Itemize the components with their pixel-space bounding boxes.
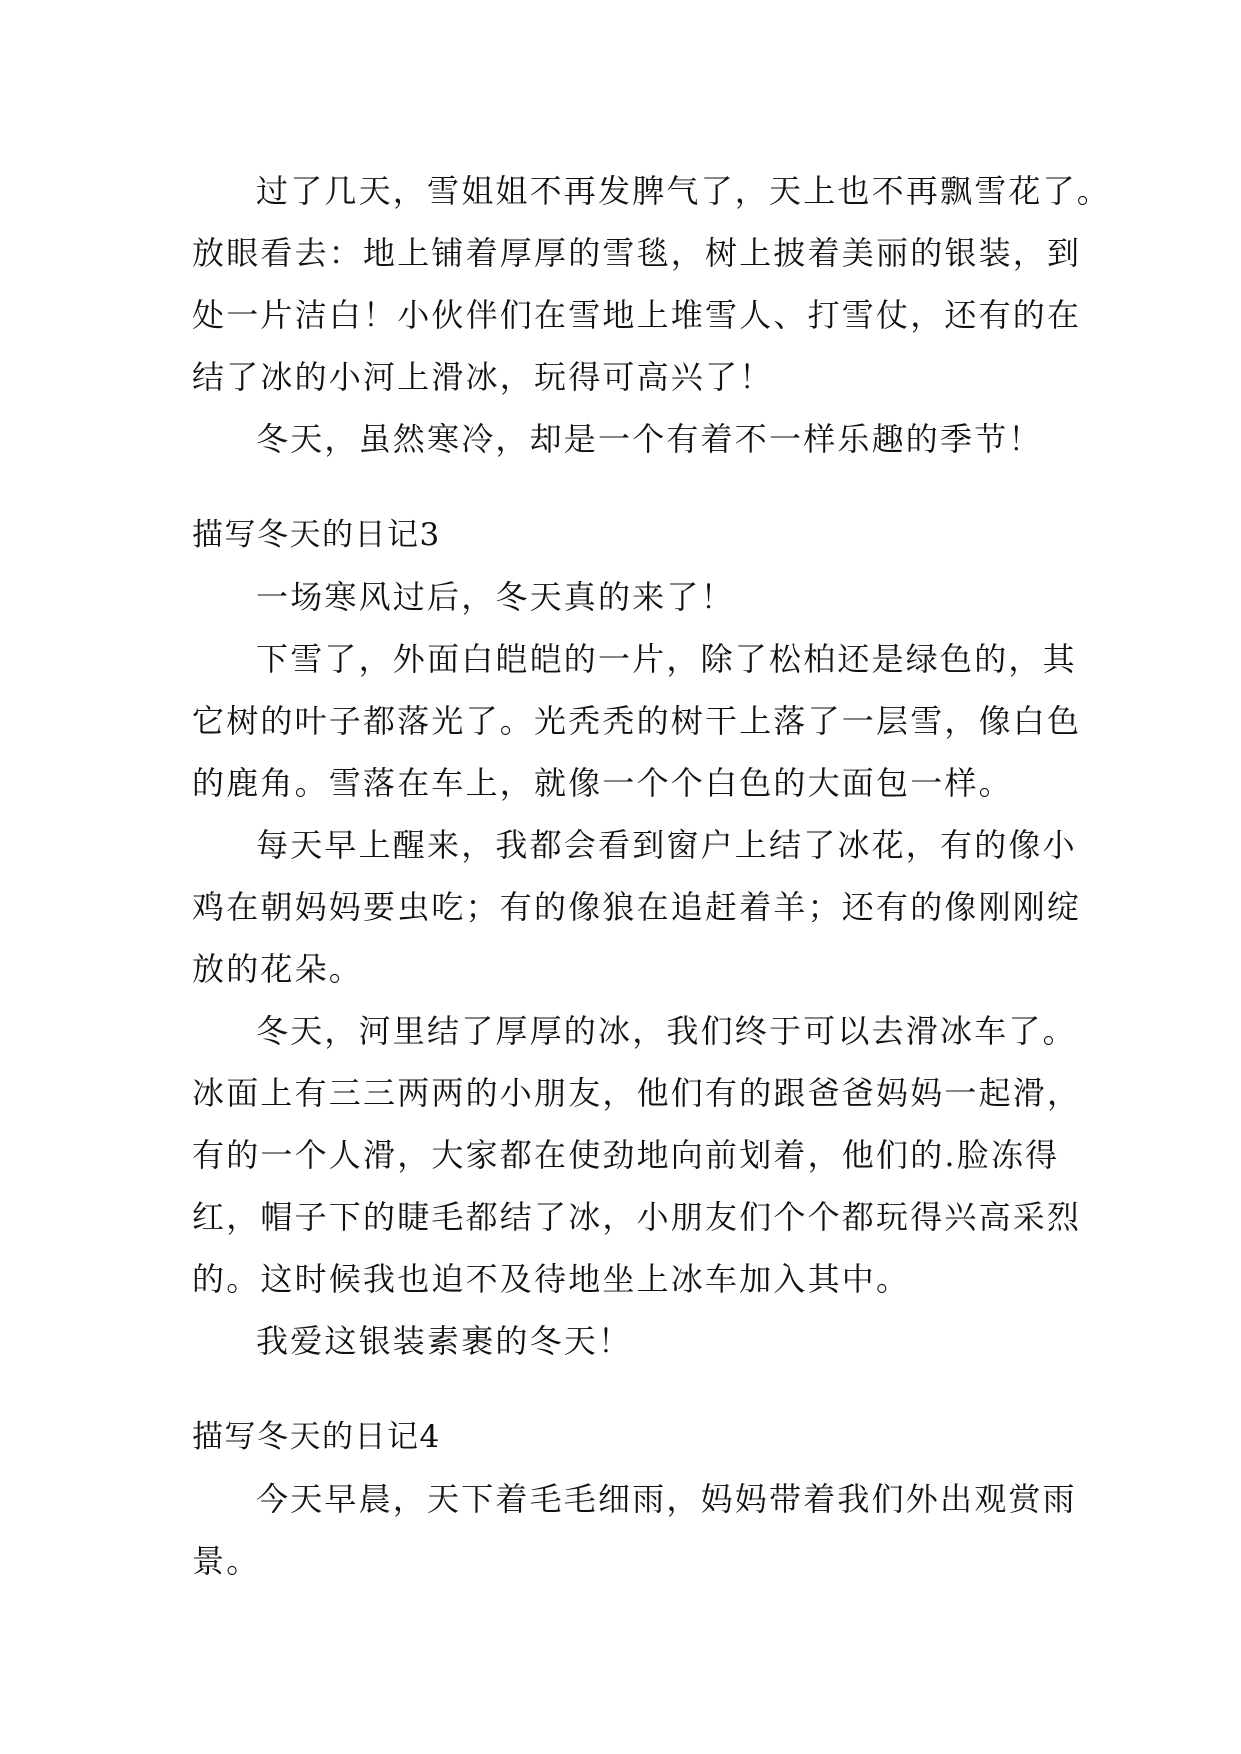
text-line: 冬天，虽然寒冷，却是一个有着不一样乐趣的季节！: [256, 420, 1043, 458]
text-line: 放眼看去：地上铺着厚厚的雪毯，树上披着美丽的银装，到: [192, 234, 1082, 272]
paragraph: [192, 1310, 1052, 1372]
paragraph: [192, 814, 1082, 1000]
spacer: [192, 470, 1052, 504]
paragraph: [192, 566, 1052, 628]
text-line: 下雪了，外面白皑皑的一片，除了松柏还是绿色的，其: [256, 640, 1077, 678]
text-line: 鸡在朝妈妈要虫吃；有的像狼在追赶着羊；还有的像刚刚绽: [192, 888, 1082, 926]
text-line: 的鹿角。雪落在车上，就像一个个白色的大面包一样。: [192, 764, 1013, 802]
text-line: 它树的叶子都落光了。光秃秃的树干上落了一层雪，像白色: [192, 702, 1082, 740]
text-line: 放的花朵。: [192, 950, 364, 988]
text-line: 景。: [192, 1542, 261, 1580]
text-line: 的。这时候我也迫不及待地坐上冰车加入其中。: [192, 1260, 911, 1298]
paragraph: [192, 160, 1112, 408]
text-line: 冬天，河里结了厚厚的冰，我们终于可以去滑冰车了。: [256, 1012, 1077, 1050]
section-heading: 描写冬天的日记3: [192, 517, 441, 553]
text-line: 红，帽子下的睫毛都结了冰，小朋友们个个都玩得兴高采烈: [192, 1198, 1082, 1236]
paragraph: [192, 628, 1082, 814]
text-line: 有的一个人滑，大家都在使劲地向前划着，他们的.脸冻得: [192, 1136, 1060, 1174]
text-line: 我爱这银装素裹的冬天！: [256, 1322, 633, 1360]
paragraph: [192, 1000, 1082, 1310]
text-line: 今天早晨，天下着毛毛细雨，妈妈带着我们外出观赏雨: [256, 1480, 1077, 1518]
text-line: 结了冰的小河上滑冰，玩得可高兴了！: [192, 358, 774, 396]
text-line: 每天早上醒来，我都会看到窗户上结了冰花，有的像小: [256, 826, 1077, 864]
text-line: 一场寒风过后，冬天真的来了！: [256, 578, 735, 616]
paragraph: [192, 408, 1052, 470]
text-line: 处一片洁白！小伙伴们在雪地上堆雪人、打雪仗，还有的在: [192, 296, 1082, 334]
section-heading: 描写冬天的日记4: [192, 1419, 441, 1455]
text-line: 冰面上有三三两两的小朋友，他们有的跟爸爸妈妈一起滑，: [192, 1074, 1082, 1112]
paragraph: [192, 1468, 1077, 1592]
spacer: [192, 1372, 1052, 1406]
document-page: [192, 160, 1112, 1592]
text-line: 过了几天，雪姐姐不再发脾气了，天上也不再飘雪花了。: [256, 172, 1112, 210]
